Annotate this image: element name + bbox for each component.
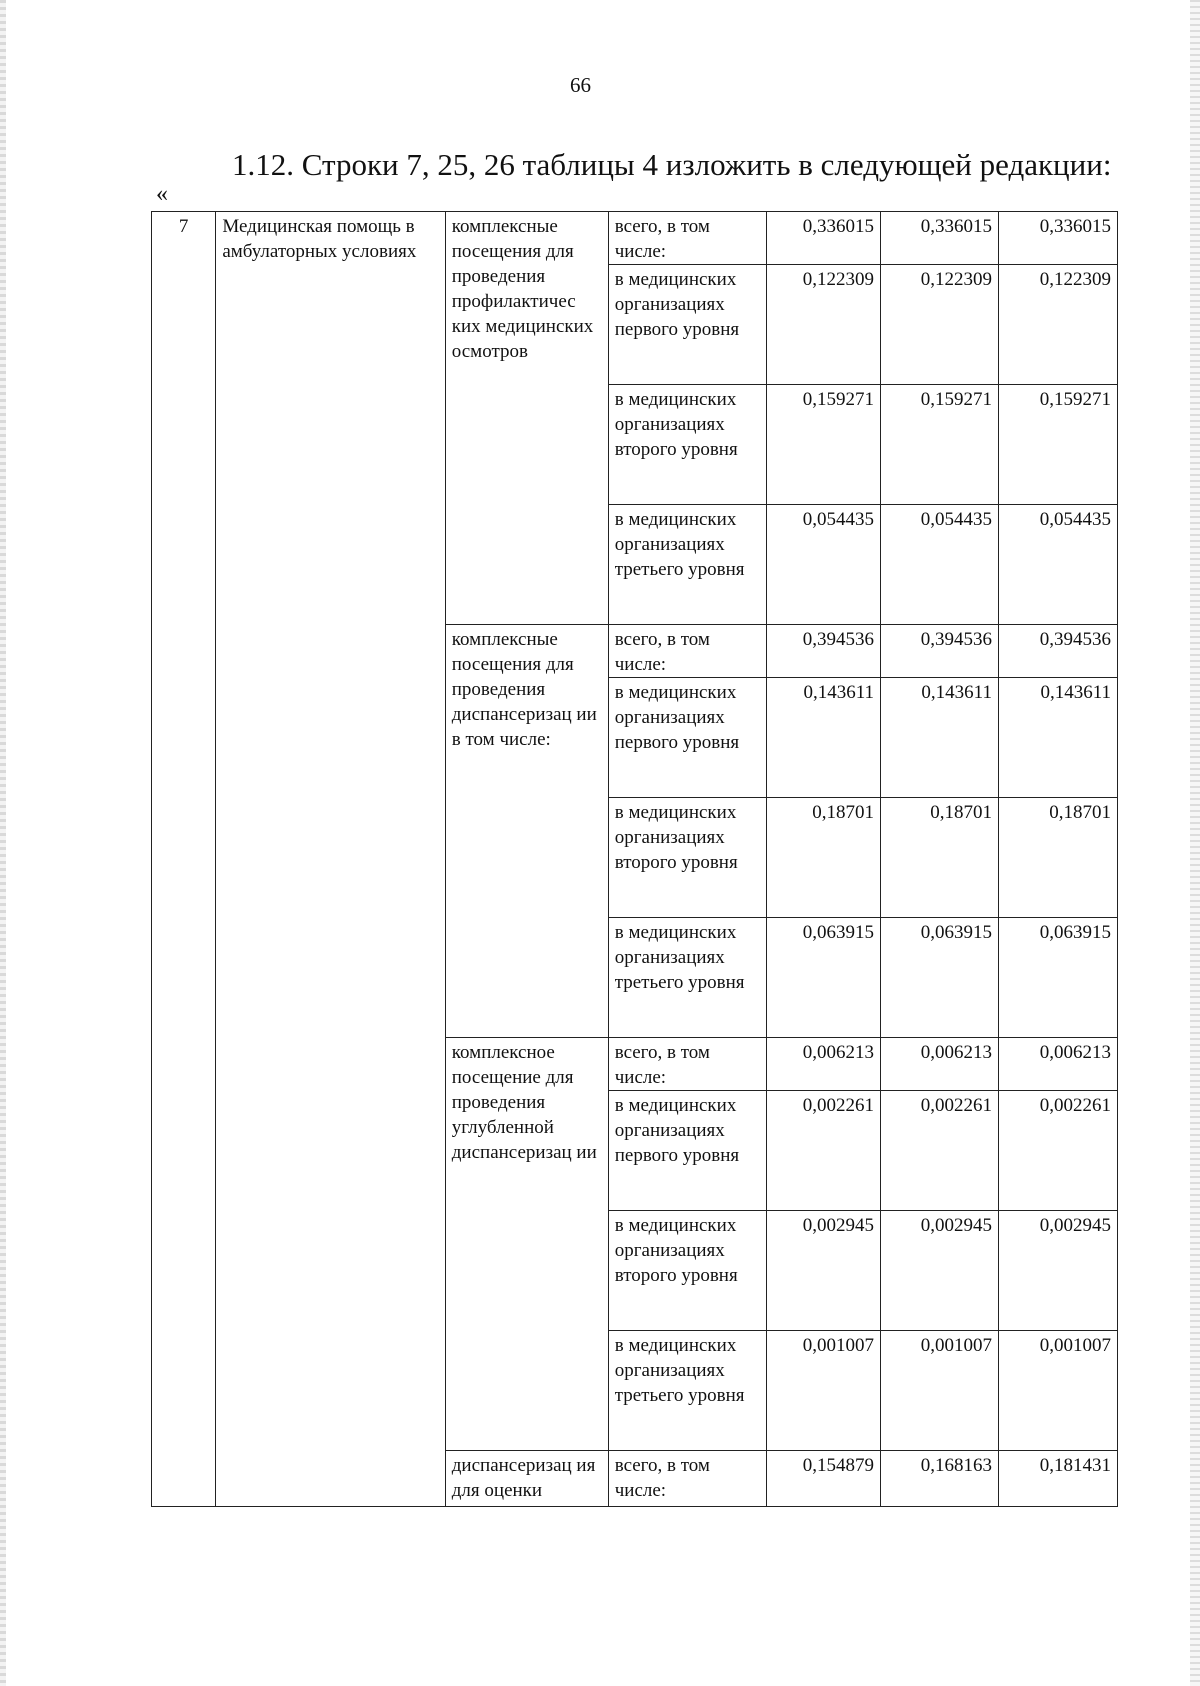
level-cell: всего, в том числе: (608, 625, 767, 678)
opening-quote-mark: « (156, 181, 168, 207)
level-cell: в медицинских организациях второго уровня (608, 385, 767, 505)
level-cell: в медицинских организациях первого уровня (608, 678, 767, 798)
value-cell-1: 0,122309 (767, 265, 881, 385)
value-cell-3: 0,122309 (998, 265, 1117, 385)
table-4-rows (151, 211, 1118, 1507)
level-cell: в медицинских организациях второго уровня (608, 798, 767, 918)
value-cell-3: 0,006213 (998, 1038, 1117, 1091)
value-cell-2: 0,006213 (881, 1038, 999, 1091)
value-cell-3: 0,002261 (998, 1091, 1117, 1211)
table-row (152, 212, 1118, 265)
value-cell-3: 0,159271 (998, 385, 1117, 505)
value-cell-3: 0,063915 (998, 918, 1117, 1038)
level-cell: в медицинских организациях второго уровня (608, 1211, 767, 1331)
value-cell-3: 0,143611 (998, 678, 1117, 798)
value-cell-1: 0,002945 (767, 1211, 881, 1331)
value-cell-2: 0,054435 (881, 505, 999, 625)
value-cell-2: 0,002261 (881, 1091, 999, 1211)
value-cell-1: 0,001007 (767, 1331, 881, 1451)
visit-type-cell: комплексные посещения для проведения диспансеризац ии в том числе: (445, 625, 608, 1038)
visit-type-cell: комплексное посещение для проведения углубленной диспансеризац ии (445, 1038, 608, 1451)
value-cell-3: 0,054435 (998, 505, 1117, 625)
value-cell-1: 0,154879 (767, 1451, 881, 1507)
value-cell-1: 0,006213 (767, 1038, 881, 1091)
level-cell: всего, в том числе: (608, 1451, 767, 1507)
value-cell-3: 0,181431 (998, 1451, 1117, 1507)
visit-type-cell: диспансеризац ия для оценки (445, 1451, 608, 1507)
value-cell-2: 0,159271 (881, 385, 999, 505)
value-cell-2: 0,122309 (881, 265, 999, 385)
value-cell-1: 0,054435 (767, 505, 881, 625)
value-cell-3: 0,18701 (998, 798, 1117, 918)
level-cell: всего, в том числе: (608, 212, 767, 265)
value-cell-1: 0,159271 (767, 385, 881, 505)
care-type-cell: Медицинская помощь в амбулаторных условиях (216, 212, 445, 1507)
value-cell-1: 0,394536 (767, 625, 881, 678)
value-cell-1: 0,336015 (767, 212, 881, 265)
value-cell-2: 0,002945 (881, 1211, 999, 1331)
value-cell-2: 0,001007 (881, 1331, 999, 1451)
page-number: 66 (570, 73, 591, 97)
level-cell: всего, в том числе: (608, 1038, 767, 1091)
value-cell-2: 0,394536 (881, 625, 999, 678)
level-cell: в медицинских организациях третьего уровня (608, 918, 767, 1038)
value-cell-3: 0,001007 (998, 1331, 1117, 1451)
value-cell-1: 0,063915 (767, 918, 881, 1038)
value-cell-2: 0,336015 (881, 212, 999, 265)
value-cell-2: 0,168163 (881, 1451, 999, 1507)
value-cell-2: 0,063915 (881, 918, 999, 1038)
value-cell-2: 0,143611 (881, 678, 999, 798)
value-cell-1: 0,18701 (767, 798, 881, 918)
value-cell-3: 0,336015 (998, 212, 1117, 265)
scan-left-edge (0, 0, 6, 1686)
level-cell: в медицинских организациях первого уровня (608, 265, 767, 385)
visit-type-cell: комплексные посещения для проведения профилактичес ких медицинских осмотров (445, 212, 608, 625)
table-body (152, 212, 1118, 1507)
value-cell-2: 0,18701 (881, 798, 999, 918)
row-number-cell: 7 (152, 212, 216, 1507)
level-cell: в медицинских организациях третьего уровня (608, 1331, 767, 1451)
level-cell: в медицинских организациях первого уровня (608, 1091, 767, 1211)
scan-right-edge (1190, 0, 1200, 1686)
page-heading: 1.12. Строки 7, 25, 26 таблицы 4 изложить в следующей редакции: (232, 147, 1112, 182)
value-cell-3: 0,002945 (998, 1211, 1117, 1331)
value-cell-1: 0,143611 (767, 678, 881, 798)
value-cell-1: 0,002261 (767, 1091, 881, 1211)
level-cell: в медицинских организациях третьего уровня (608, 505, 767, 625)
value-cell-3: 0,394536 (998, 625, 1117, 678)
